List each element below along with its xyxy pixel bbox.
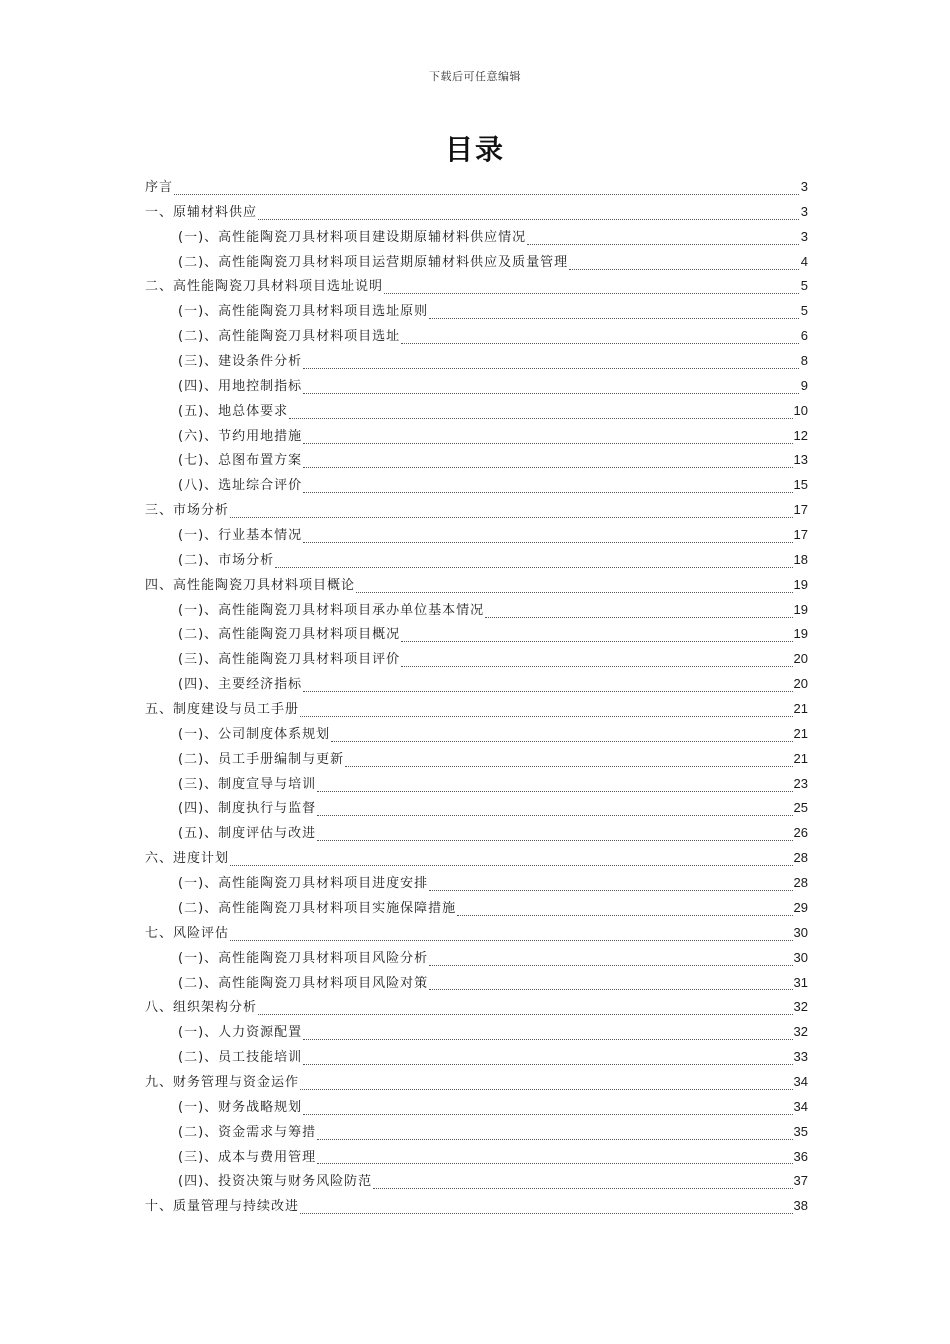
dot-leader bbox=[429, 981, 792, 990]
toc-entry[interactable] bbox=[145, 399, 808, 424]
dot-leader bbox=[345, 758, 792, 767]
toc-entry-page-number: 8 bbox=[800, 353, 808, 369]
dot-leader bbox=[258, 211, 799, 220]
dot-leader bbox=[300, 1081, 793, 1090]
toc-entry-page-number: 17 bbox=[793, 502, 808, 518]
dot-leader bbox=[303, 484, 792, 493]
toc-entry-page-number: 31 bbox=[793, 974, 808, 990]
toc-entry[interactable] bbox=[145, 349, 808, 374]
dot-leader bbox=[174, 186, 799, 195]
toc-entry-label: (四)、主要经济指标 bbox=[178, 677, 303, 693]
toc-entry-label: (二)、员工技能培训 bbox=[178, 1050, 303, 1066]
toc-entry[interactable] bbox=[145, 299, 808, 324]
toc-entry[interactable] bbox=[145, 324, 808, 349]
toc-entry-page-number: 30 bbox=[793, 949, 808, 965]
toc-entry-page-number: 38 bbox=[793, 1198, 808, 1214]
toc-entry[interactable] bbox=[145, 448, 808, 473]
toc-entry-label: (一)、财务战略规划 bbox=[178, 1099, 303, 1115]
toc-entry-label: (二)、市场分析 bbox=[178, 552, 275, 568]
toc-entry[interactable] bbox=[145, 796, 808, 821]
toc-title: 目录 bbox=[444, 133, 505, 166]
toc-entry-page-number: 28 bbox=[793, 875, 808, 891]
toc-entry-label: (一)、高性能陶瓷刀具材料项目建设期原辅材料供应情况 bbox=[178, 229, 527, 245]
toc-entry-label: (一)、高性能陶瓷刀具材料项目进度安排 bbox=[178, 876, 429, 892]
toc-entry-label: (三)、高性能陶瓷刀具材料项目评价 bbox=[178, 652, 401, 668]
toc-entry-label: (七)、总图布置方案 bbox=[178, 453, 303, 469]
dot-leader bbox=[429, 310, 799, 319]
toc-entry[interactable] bbox=[145, 374, 808, 399]
toc-entry-label: (一)、人力资源配置 bbox=[178, 1025, 303, 1041]
toc-entry[interactable] bbox=[145, 772, 808, 797]
dot-leader bbox=[317, 807, 792, 816]
toc-entry[interactable] bbox=[145, 971, 808, 996]
toc-entry-label: (四)、用地控制指标 bbox=[178, 378, 303, 394]
toc-entry[interactable] bbox=[145, 424, 808, 449]
toc-entry-page-number: 15 bbox=[793, 477, 808, 493]
toc-entry[interactable] bbox=[145, 498, 808, 523]
toc-entry-page-number: 21 bbox=[793, 725, 808, 741]
toc-entry-page-number: 29 bbox=[793, 899, 808, 915]
toc-entry[interactable] bbox=[145, 250, 808, 275]
toc-entry-label: (一)、行业基本情况 bbox=[178, 528, 303, 544]
toc-entry-label: 二、高性能陶瓷刀具材料项目选址说明 bbox=[145, 279, 384, 295]
toc-entry-page-number: 6 bbox=[800, 328, 808, 344]
dot-leader bbox=[275, 559, 792, 568]
toc-entry-page-number: 5 bbox=[800, 278, 808, 294]
toc-entry[interactable] bbox=[145, 747, 808, 772]
dot-leader bbox=[569, 261, 799, 270]
toc-entry[interactable] bbox=[145, 200, 808, 225]
toc-entry[interactable] bbox=[145, 1145, 808, 1170]
dot-leader bbox=[258, 1006, 793, 1015]
toc-entry-page-number: 3 bbox=[800, 228, 808, 244]
toc-entry[interactable] bbox=[145, 946, 808, 971]
toc-entry-label: (三)、建设条件分析 bbox=[178, 354, 303, 370]
dot-leader bbox=[457, 907, 792, 916]
dot-leader bbox=[527, 236, 799, 245]
toc-entry-page-number: 3 bbox=[800, 203, 808, 219]
toc-entry-page-number: 9 bbox=[800, 377, 808, 393]
toc-entry-page-number: 19 bbox=[793, 601, 808, 617]
toc-entry-label: (八)、选址综合评价 bbox=[178, 478, 303, 494]
dot-leader bbox=[230, 509, 793, 518]
dot-leader bbox=[230, 857, 793, 866]
toc-entry-label: 九、财务管理与资金运作 bbox=[145, 1074, 300, 1090]
toc-entry[interactable] bbox=[145, 548, 808, 573]
dot-leader bbox=[401, 658, 792, 667]
dot-leader bbox=[289, 410, 792, 419]
toc-entry[interactable] bbox=[145, 697, 808, 722]
dot-leader bbox=[317, 1131, 792, 1140]
toc-entry-page-number: 33 bbox=[793, 1049, 808, 1065]
toc-entry[interactable] bbox=[145, 225, 808, 250]
toc-entry-page-number: 20 bbox=[793, 651, 808, 667]
dot-leader bbox=[317, 783, 792, 792]
toc-entry-label: 八、组织架构分析 bbox=[145, 1000, 258, 1016]
dot-leader bbox=[303, 683, 792, 692]
toc-entry-label: (一)、高性能陶瓷刀具材料项目风险分析 bbox=[178, 950, 429, 966]
dot-leader bbox=[401, 633, 792, 642]
toc-entry[interactable] bbox=[145, 473, 808, 498]
dot-leader bbox=[303, 360, 799, 369]
dot-leader bbox=[300, 708, 793, 717]
toc-entry-page-number: 17 bbox=[793, 527, 808, 543]
dot-leader bbox=[303, 435, 792, 444]
toc-entry[interactable] bbox=[145, 672, 808, 697]
toc-entry[interactable] bbox=[145, 921, 808, 946]
toc-entry[interactable] bbox=[145, 1070, 808, 1095]
toc-entry[interactable] bbox=[145, 523, 808, 548]
toc-entry[interactable] bbox=[145, 1169, 808, 1194]
toc-entry-label: (一)、公司制度体系规划 bbox=[178, 726, 331, 742]
header-note: 下载后可任意编辑 bbox=[429, 70, 521, 83]
toc-entry-label: (二)、高性能陶瓷刀具材料项目选址 bbox=[178, 329, 401, 345]
toc-entry-label: (二)、高性能陶瓷刀具材料项目概况 bbox=[178, 627, 401, 643]
toc-entry-page-number: 34 bbox=[793, 1098, 808, 1114]
dot-leader bbox=[303, 1056, 792, 1065]
toc-entry-page-number: 30 bbox=[793, 924, 808, 940]
dot-leader bbox=[384, 285, 799, 294]
toc-entry-page-number: 28 bbox=[793, 850, 808, 866]
toc-entry[interactable] bbox=[145, 896, 808, 921]
toc-entry-page-number: 12 bbox=[793, 427, 808, 443]
toc-entry[interactable] bbox=[145, 821, 808, 846]
toc-entry-page-number: 37 bbox=[793, 1173, 808, 1189]
toc-entry-page-number: 32 bbox=[793, 1024, 808, 1040]
toc-entry[interactable] bbox=[145, 1020, 808, 1045]
toc-entry-page-number: 18 bbox=[793, 551, 808, 567]
dot-leader bbox=[429, 882, 792, 891]
dot-leader bbox=[429, 957, 792, 966]
dot-leader bbox=[303, 534, 792, 543]
toc-entry[interactable] bbox=[145, 1045, 808, 1070]
toc-entry-page-number: 3 bbox=[800, 179, 808, 194]
toc-entry-label: (五)、地总体要求 bbox=[178, 403, 289, 419]
toc-entry-label: (二)、高性能陶瓷刀具材料项目风险对策 bbox=[178, 975, 429, 991]
toc-entry[interactable] bbox=[145, 1095, 808, 1120]
dot-leader bbox=[317, 1155, 792, 1164]
dot-leader bbox=[373, 1180, 792, 1189]
toc-entry[interactable] bbox=[145, 846, 808, 871]
toc-entry-label: 一、原辅材料供应 bbox=[145, 204, 258, 220]
toc-entry-label: (二)、员工手册编制与更新 bbox=[178, 751, 345, 767]
dot-leader bbox=[331, 733, 792, 742]
toc-entry-label: (三)、成本与费用管理 bbox=[178, 1149, 317, 1165]
toc-entry-page-number: 23 bbox=[793, 775, 808, 791]
dot-leader bbox=[317, 832, 792, 841]
toc-entry-page-number: 20 bbox=[793, 676, 808, 692]
toc-entry-label: 三、市场分析 bbox=[145, 503, 230, 519]
dot-leader bbox=[300, 1205, 793, 1214]
toc-entry-page-number: 26 bbox=[793, 825, 808, 841]
dot-leader bbox=[303, 1106, 792, 1115]
toc-entry-page-number: 34 bbox=[793, 1073, 808, 1089]
toc-entry[interactable] bbox=[145, 622, 808, 647]
dot-leader bbox=[230, 932, 793, 941]
dot-leader bbox=[303, 385, 799, 394]
toc-entry[interactable] bbox=[145, 274, 808, 299]
toc-entry[interactable] bbox=[145, 175, 808, 200]
toc-entry-label: 六、进度计划 bbox=[145, 851, 230, 867]
toc-entry-page-number: 35 bbox=[793, 1123, 808, 1139]
toc-entry-label: 四、高性能陶瓷刀具材料项目概论 bbox=[145, 577, 356, 593]
toc-entry[interactable] bbox=[145, 1194, 808, 1219]
toc-entry[interactable] bbox=[145, 995, 808, 1020]
toc-entry-page-number: 19 bbox=[793, 576, 808, 592]
toc-entry-label: (二)、高性能陶瓷刀具材料项目实施保障措施 bbox=[178, 900, 457, 916]
toc-entry-page-number: 19 bbox=[793, 626, 808, 642]
toc-entry-label: (二)、高性能陶瓷刀具材料项目运营期原辅材料供应及质量管理 bbox=[178, 254, 569, 270]
toc-entry-label: (三)、制度宣导与培训 bbox=[178, 776, 317, 792]
toc-entry-label: (一)、高性能陶瓷刀具材料项目选址原则 bbox=[178, 304, 429, 320]
toc-entry-label: (二)、资金需求与筹措 bbox=[178, 1124, 317, 1140]
toc-entry[interactable] bbox=[145, 722, 808, 747]
toc-entry[interactable] bbox=[145, 647, 808, 672]
toc-entry[interactable] bbox=[145, 871, 808, 896]
toc-entry-page-number: 21 bbox=[793, 701, 808, 717]
toc-entry-label: 五、制度建设与员工手册 bbox=[145, 702, 300, 718]
toc-entry-label: (四)、制度执行与监督 bbox=[178, 801, 317, 817]
dot-leader bbox=[485, 609, 792, 618]
toc-entry-label: 序言 bbox=[145, 180, 174, 195]
toc-entry-page-number: 13 bbox=[793, 452, 808, 468]
dot-leader bbox=[303, 1031, 792, 1040]
table-of-contents bbox=[145, 175, 808, 1219]
toc-entry-label: (六)、节约用地措施 bbox=[178, 428, 303, 444]
toc-entry-page-number: 10 bbox=[793, 402, 808, 418]
toc-entry-page-number: 32 bbox=[793, 999, 808, 1015]
toc-entry[interactable] bbox=[145, 573, 808, 598]
toc-entry-label: (一)、高性能陶瓷刀具材料项目承办单位基本情况 bbox=[178, 602, 485, 618]
toc-entry-label: 七、风险评估 bbox=[145, 925, 230, 941]
dot-leader bbox=[303, 459, 792, 468]
toc-entry-label: (四)、投资决策与财务风险防范 bbox=[178, 1174, 373, 1190]
dot-leader bbox=[401, 335, 799, 344]
toc-entry[interactable] bbox=[145, 598, 808, 623]
toc-entry-page-number: 4 bbox=[800, 253, 808, 269]
toc-entry-label: (五)、制度评估与改进 bbox=[178, 826, 317, 842]
toc-entry-page-number: 21 bbox=[793, 750, 808, 766]
toc-entry-page-number: 25 bbox=[793, 800, 808, 816]
toc-entry[interactable] bbox=[145, 1120, 808, 1145]
toc-entry-label: 十、质量管理与持续改进 bbox=[145, 1199, 300, 1215]
toc-entry-page-number: 5 bbox=[800, 303, 808, 319]
dot-leader bbox=[356, 584, 793, 593]
toc-entry-page-number: 36 bbox=[793, 1148, 808, 1164]
